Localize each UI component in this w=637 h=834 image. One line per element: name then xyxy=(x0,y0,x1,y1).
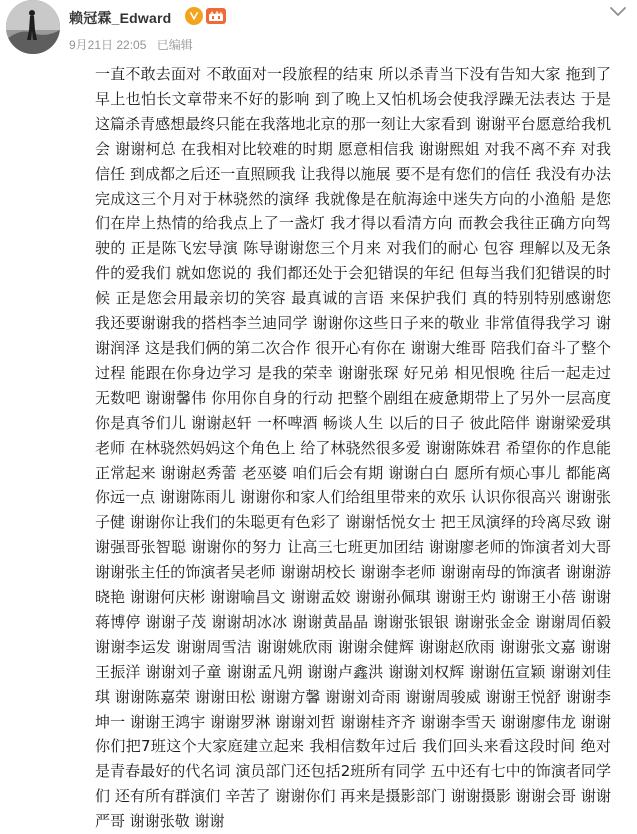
chevron-down-icon[interactable] xyxy=(607,4,629,20)
avatar[interactable] xyxy=(6,0,60,54)
avatar-image xyxy=(6,0,60,54)
verified-v-icon[interactable] xyxy=(185,7,203,25)
author-name[interactable]: 赖冠霖_Edward xyxy=(69,10,172,26)
post-timestamp[interactable]: 9月21日 22:05 xyxy=(69,38,147,52)
post-meta xyxy=(69,36,200,53)
edit-status[interactable]: 已编辑 xyxy=(156,38,193,52)
post-body: 一直不敢去面对 不敢面对一段旅程的结束 所以杀青当下没有告知大家 拖到了早上也怕长文章带来不好的影响 到了晚上又怕机场会使我浮躁无法表达 于是这篇杀青感想最终只能在我落地北京的那一刻让大家看到 谢谢平台愿意给我机会 谢谢柯总 在我相对比较难的时期 愿意相信我 谢谢熙姐 对我不离不弃 对我信任 到成都之后还一直照顾我 让我得以施展 要不是有您们的信任 我没有办法完成这三个月对于林骁然的演绎 我就像是在航海途中迷失方向的小渔船 是您们在岸上热情的给我点上了一盏灯 我才得以看清方向 而教会我往正确方向驾驶的 正是陈飞宏导演 陈导谢谢您三个月来 对我们的耐心 包容 理解以及无条件的爱我们 就如您说的 我们都还处于会犯错误的年纪 但每当我们犯错误的时候 正是您会用最亲切的笑容 最真诚的言语 来保护我们 真的特别特别感谢您 我还要谢谢我的搭档李兰迪同学 谢谢你这些日子来的敬业 非常值得我学习 谢谢润泽 这是我们俩的第二次合作 很开心有你在 谢谢大维哥 陪我们奋斗了整个过程 能跟在你身边学习 是我的荣幸 谢谢张琛 好兄弟 相见恨晚 往后一起走过无数吧 谢谢馨伟 你用你自身的行动 把整个剧组在疲惫期带上了另外一层高度 你是真爷们儿 谢谢赵轩 一杯啤酒 畅谈人生 以后的日子 彼此陪伴 谢谢梁爱琪老师 在林骁然妈妈这个角色上 给了林骁然很多爱 谢谢陈姝君 希望你的作息能正常起来 谢谢赵秀蕾 老巫婆 咱们后会有期 谢谢白白 愿所有烦心事儿 都能离你远一点 谢谢陈雨儿 谢谢你和家人们给组里带来的欢乐 认识你很高兴 谢谢张子健 谢谢你让我们的朱聪更有色彩了 谢谢恬悦女士 把王凤演绎的玲离尽致 谢谢强哥张智聪 谢谢你的努力 让高三七班更加团结 谢谢廖老师的饰演者刘大哥 谢谢张主任的饰演者吴老师 谢谢胡校长 谢谢李老师 谢谢南母的饰演者 谢谢游晓艳 谢谢何庆彬 谢谢喻昌文 谢谢孟姣 谢谢孙佩琪 谢谢王灼 谢谢王小蓓 谢谢蒋博停 谢谢子茂 谢谢胡冰冰 谢谢黄晶晶 谢谢张银银 谢谢张金金 谢谢周佰毅 谢谢李运发 谢谢周雪洁 谢谢姚欣雨 谢谢余健辉 谢谢赵欣雨 谢谢张文嘉 谢谢王振洋 谢谢刘子童 谢谢孟凡朔 谢谢卢鑫洪 谢谢刘权辉 谢谢伍宣颖 谢谢刘佳琪 谢谢陈嘉荣 谢谢田松 谢谢方馨 谢谢刘奇雨 谢谢周骏威 谢谢王悦舒 谢谢李坤一 谢谢王鸿宇 谢谢罗淋 谢谢刘哲 谢谢桂齐齐 谢谢李雪天 谢谢廖伟龙 谢谢你们把7班这个大家庭建立起来 我相信数年过后 我们回头来看这段时间 绝对是青春最好的代名词 演员部门还包括2班所有同学 五中还有七中的饰演者同学们 还有所有群演们 辛苦了 谢谢你们 再来是摄影部门 谢谢摄影 谢谢会哥 谢谢严哥 谢谢张敬 谢谢 xyxy=(95,65,611,831)
user-level-icon[interactable] xyxy=(206,8,226,24)
